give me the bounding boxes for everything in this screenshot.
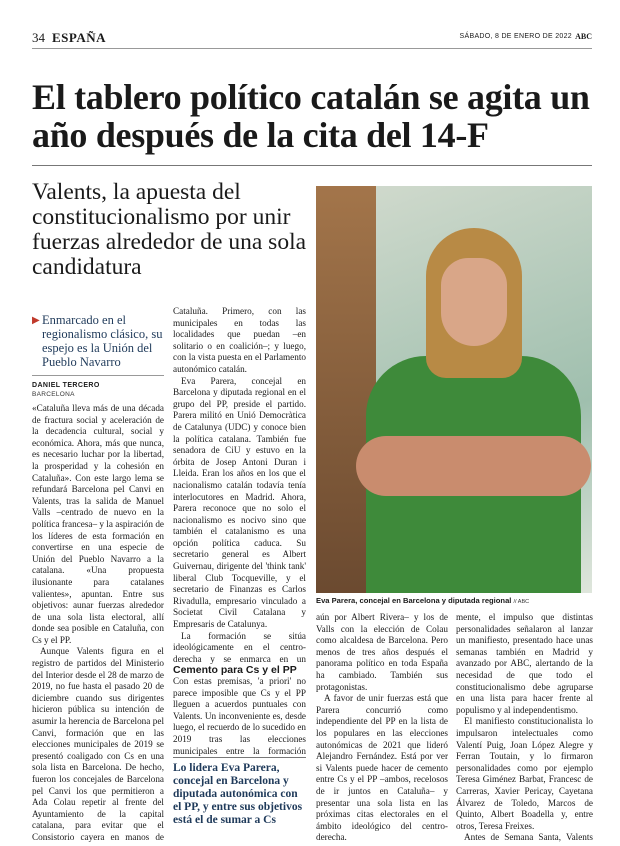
photo-person-face [441, 258, 507, 346]
paragraph: «Cataluña lleva más de una década de fractura social y aceleración de la decadencia cultural, social y económica. Ahora, más que nunca, es necesario luchar por la libertad, la prosperidad y la cohesión en Cataluña». Con este largo lema se refundará Barcelona pel Canvi en Valents, tras la salida de Manuel Valls –centrado de nuevo en la política francesa– y la aspiración de los líderes de esta formación en convertirse en una especie de Unión del Pueblo Navarro a la catalana. «Una propuesta ilusionante para catalanes valientes», apuntan. Entre sus objetivos: aunar fuerzas alrededor de una sola lista electoral, allí donde sea posible en Cataluña, con Cs y el PP. [32, 403, 164, 645]
page-number: 34 [32, 30, 45, 45]
headline-rule [32, 165, 592, 166]
paragraph: Con estas premisas, 'a priori' no parece imposible que Cs y el PP lleguen a acuerdos puntuales con Valents. Un inconveniente es, desde luego, el recuerdo de lo sucedido en 2019 tras las elecciones municipales entre la formación [173, 676, 306, 756]
headline: El tablero político catalán se agita un año después de la cita del 14-F [32, 77, 590, 155]
column-3 [316, 612, 448, 844]
header-rule [32, 48, 592, 49]
bullet-text: Enmarcado en el regionalismo clásico, su espejo es la Unión del Pueblo Navarro [42, 313, 163, 369]
caption-credit: // ABC [513, 599, 530, 605]
brand-logo: ABC [575, 32, 592, 41]
article-photo [316, 186, 592, 593]
paragraph: El manifiesto constitucionalista lo impulsaron intelectuales como Valentí Puig, Joan López Alegre y Ferran Toutain, y lo firmaron personalidades como por ejemplo Teresa Giménez Barbat, Francesc de Carreras, Xavier Pericay, Cayetana Álvarez de Toledo, Marcos de Quinto, Albert Boadella y, entre otros, Teresa Freixes. [456, 716, 593, 831]
paragraph: Eva Parera, concejal en Barcelona y diputada regional en el grupo del PP, preside el partido. Parera militó en Unió Democràtica de Catalunya (UDC) y conoce bien la política catalana. También fue senadora de CiU y estuvo en la órbita de Josep Antoni Duran i Lleida. Eran los años en los que el nacionalismo catalán todavía tenía interlocutores en Madrid. Ahora, Parera reconoce que no solo el nacionalismo es nocivo sino que también el catalanismo es una opción política caduca. Su secretario general es Albert Guivernau, dirigente del 'think tank' liberal Club Tocqueville, y el secretario de Finanzas es Carlos Rivadulla, empresario vinculado a Societat Civil Catalana y Empresaris de Catalunya. [173, 375, 306, 630]
pull-quote: Lo lidera Eva Parera, concejal en Barcelona y diputada autonómica con el PP, y entre sus objetivos está el de sumar a Cs [173, 762, 303, 826]
section-subtitle: Cemento para Cs y el PP [173, 664, 297, 676]
column-2 [173, 306, 306, 666]
paragraph: Aunque Valents figura en el registro de partidos del Ministerio del Interior desde el 28 de marzo de 2019, no fue hasta el pasado 20 de diciembre cuando sus dirigentes hicieron pública su intención de asumir la herencia de Barcelona pel Canvi, formación que en las elecciones municipales de 2019 se presentó coaligado con Cs en una sola lista en Barcelona. De hecho, fueron los concejales de Barcelona pel Canvi los que permitieron a Ada Colau repetir al frente del Ayuntamiento de la capital catalana, para evitar que el Consistorio cayera en manos de [32, 646, 164, 842]
paragraph: mente, el impulso que distintas personalidades señalaron al lanzar un manifiesto, presentado hace unas semanas también en Madrid y avanzado por ABC, alertando de la necesidad de que todo el constitucionalismo debe agruparse en una lista para hacer frente al populismo y al independentismo. [456, 612, 593, 715]
byline-rule [32, 375, 164, 376]
triangle-bullet-icon: ▶ [32, 315, 40, 326]
subheadline: Valents, la apuesta del constitucionalismo por unir fuerzas alrededor de una sola candidatura [32, 179, 307, 280]
photo-person-arms [356, 436, 591, 496]
byline-author: DANIEL TERCERO [32, 382, 100, 389]
column-4 [456, 612, 593, 844]
column-1 [32, 403, 164, 843]
byline-place: BARCELONA [32, 391, 75, 398]
highlight-bullet [32, 313, 167, 369]
section-label: ESPAÑA [52, 30, 107, 45]
column-2-continued [173, 676, 306, 758]
dateline: SÁBADO, 8 DE ENERO DE 2022 [459, 33, 572, 40]
photo-caption [316, 596, 592, 605]
caption-text: Eva Parera, concejal en Barcelona y diputada regional [316, 596, 512, 605]
paragraph: aún por Albert Rivera– y los de Valls con la elección de Colau como alcaldesa de Barcelona. Pero menos de tres años después el panorama político en toda España ha cambiado. También sus protagonistas. [316, 612, 448, 692]
quote-rule [173, 757, 306, 758]
page-header [32, 30, 592, 46]
paragraph: A favor de unir fuerzas está que Parera concurrió como independiente del PP en la lista de los populares en las elecciones autonómicas de 2021 que lideró Alejandro Fernández. Está por ver si Valents puede hacer de cemento entre Cs y el PP –ambos, recelosos de ir juntos en Cataluña– y presentar una sola lista en las próximas citas electorales en el ámbito ideológico del centro-derecha. [316, 693, 448, 843]
paragraph: Cataluña. Primero, con las municipales en todas las localidades que puedan –en solitario o en coalición–; y luego, con la vista puesta en el Parlamento autonómico catalán. [173, 306, 306, 374]
paragraph: La formación se sitúa ideológicamente en el centro-derecha y se enmarca en un [173, 630, 306, 664]
paragraph: Antes de Semana Santa, Valents [464, 832, 593, 843]
